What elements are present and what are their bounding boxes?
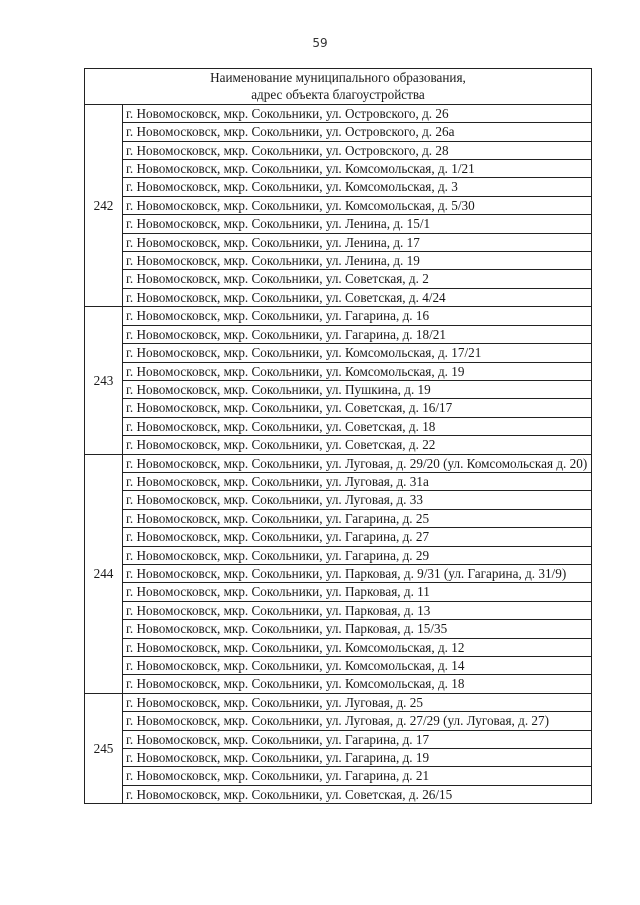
table-row [85,454,592,472]
table-row [85,785,592,803]
table-row [85,233,592,251]
address-cell: г. Новомосковск, мкр. Сокольники, ул. Островского, д. 28 [123,141,592,159]
address-cell: г. Новомосковск, мкр. Сокольники, ул. Парковая, д. 13 [123,601,592,619]
table-row [85,564,592,582]
address-cell: г. Новомосковск, мкр. Сокольники, ул. Островского, д. 26а [123,123,592,141]
table-row [85,252,592,270]
address-cell: г. Новомосковск, мкр. Сокольники, ул. Гагарина, д. 25 [123,509,592,527]
object-number-cell: 245 [85,693,123,803]
table-row [85,472,592,490]
address-cell: г. Новомосковск, мкр. Сокольники, ул. Комсомольская, д. 5/30 [123,196,592,214]
table-row [85,601,592,619]
table-row [85,362,592,380]
table-header-line2: адрес объекта благоустройства [251,87,425,103]
address-cell: г. Новомосковск, мкр. Сокольники, ул. Пушкина, д. 19 [123,380,592,398]
table-row [85,767,592,785]
table-row [85,657,592,675]
table-row [85,675,592,693]
page-number: 59 [312,36,328,50]
table-row [85,270,592,288]
address-cell: г. Новомосковск, мкр. Сокольники, ул. Ленина, д. 19 [123,252,592,270]
object-number-cell: 242 [85,104,123,306]
address-cell: г. Новомосковск, мкр. Сокольники, ул. Гагарина, д. 21 [123,767,592,785]
address-cell: г. Новомосковск, мкр. Сокольники, ул. Гагарина, д. 19 [123,749,592,767]
table-row [85,693,592,711]
address-cell: г. Новомосковск, мкр. Сокольники, ул. Гагарина, д. 17 [123,730,592,748]
address-cell: г. Новомосковск, мкр. Сокольники, ул. Комсомольская, д. 18 [123,675,592,693]
address-cell: г. Новомосковск, мкр. Сокольники, ул. Советская, д. 4/24 [123,288,592,306]
address-cell: г. Новомосковск, мкр. Сокольники, ул. Луговая, д. 33 [123,491,592,509]
table-row [85,344,592,362]
address-cell: г. Новомосковск, мкр. Сокольники, ул. Советская, д. 26/15 [123,785,592,803]
table-row [85,104,592,122]
addresses-table [84,68,592,804]
table-row [85,638,592,656]
address-cell: г. Новомосковск, мкр. Сокольники, ул. Гагарина, д. 16 [123,307,592,325]
table-row [85,215,592,233]
table-row [85,583,592,601]
address-cell: г. Новомосковск, мкр. Сокольники, ул. Луговая, д. 27/29 (ул. Луговая, д. 27) [123,712,592,730]
table-row [85,436,592,454]
object-number-cell: 243 [85,307,123,454]
address-cell: г. Новомосковск, мкр. Сокольники, ул. Парковая, д. 15/35 [123,620,592,638]
address-cell: г. Новомосковск, мкр. Сокольники, ул. Гагарина, д. 29 [123,546,592,564]
table-row [85,546,592,564]
table-row [85,196,592,214]
table-header [85,69,592,105]
address-cell: г. Новомосковск, мкр. Сокольники, ул. Советская, д. 2 [123,270,592,288]
address-cell: г. Новомосковск, мкр. Сокольники, ул. Луговая, д. 25 [123,693,592,711]
address-cell: г. Новомосковск, мкр. Сокольники, ул. Ленина, д. 17 [123,233,592,251]
address-cell: г. Новомосковск, мкр. Сокольники, ул. Советская, д. 16/17 [123,399,592,417]
address-cell: г. Новомосковск, мкр. Сокольники, ул. Луговая, д. 29/20 (ул. Комсомольская д. 20) [123,454,592,472]
address-cell: г. Новомосковск, мкр. Сокольники, ул. Парковая, д. 11 [123,583,592,601]
address-cell: г. Новомосковск, мкр. Сокольники, ул. Парковая, д. 9/31 (ул. Гагарина, д. 31/9) [123,564,592,582]
table-row [85,160,592,178]
address-cell: г. Новомосковск, мкр. Сокольники, ул. Комсомольская, д. 17/21 [123,344,592,362]
table-row [85,123,592,141]
address-cell: г. Новомосковск, мкр. Сокольники, ул. Комсомольская, д. 19 [123,362,592,380]
table-row [85,399,592,417]
table-row [85,288,592,306]
address-cell: г. Новомосковск, мкр. Сокольники, ул. Комсомольская, д. 14 [123,657,592,675]
table-row [85,509,592,527]
table-row [85,307,592,325]
address-cell: г. Новомосковск, мкр. Сокольники, ул. Советская, д. 22 [123,436,592,454]
table-row [85,749,592,767]
address-cell: г. Новомосковск, мкр. Сокольники, ул. Советская, д. 18 [123,417,592,435]
table-row [85,730,592,748]
address-cell: г. Новомосковск, мкр. Сокольники, ул. Комсомольская, д. 1/21 [123,160,592,178]
table-row [85,141,592,159]
table-row [85,712,592,730]
table-body [85,104,592,803]
address-cell: г. Новомосковск, мкр. Сокольники, ул. Комсомольская, д. 12 [123,638,592,656]
table-row [85,325,592,343]
address-cell: г. Новомосковск, мкр. Сокольники, ул. Островского, д. 26 [123,104,592,122]
table-header-row [85,69,592,105]
address-cell: г. Новомосковск, мкр. Сокольники, ул. Комсомольская, д. 3 [123,178,592,196]
object-number-cell: 244 [85,454,123,693]
address-cell: г. Новомосковск, мкр. Сокольники, ул. Ленина, д. 15/1 [123,215,592,233]
table-row [85,178,592,196]
table-row [85,417,592,435]
address-cell: г. Новомосковск, мкр. Сокольники, ул. Луговая, д. 31а [123,472,592,490]
table-row [85,380,592,398]
table-row [85,491,592,509]
table-header-line1: Наименование муниципального образования, [210,70,466,85]
address-cell: г. Новомосковск, мкр. Сокольники, ул. Гагарина, д. 27 [123,528,592,546]
table-row [85,620,592,638]
address-cell: г. Новомосковск, мкр. Сокольники, ул. Гагарина, д. 18/21 [123,325,592,343]
table-row [85,528,592,546]
